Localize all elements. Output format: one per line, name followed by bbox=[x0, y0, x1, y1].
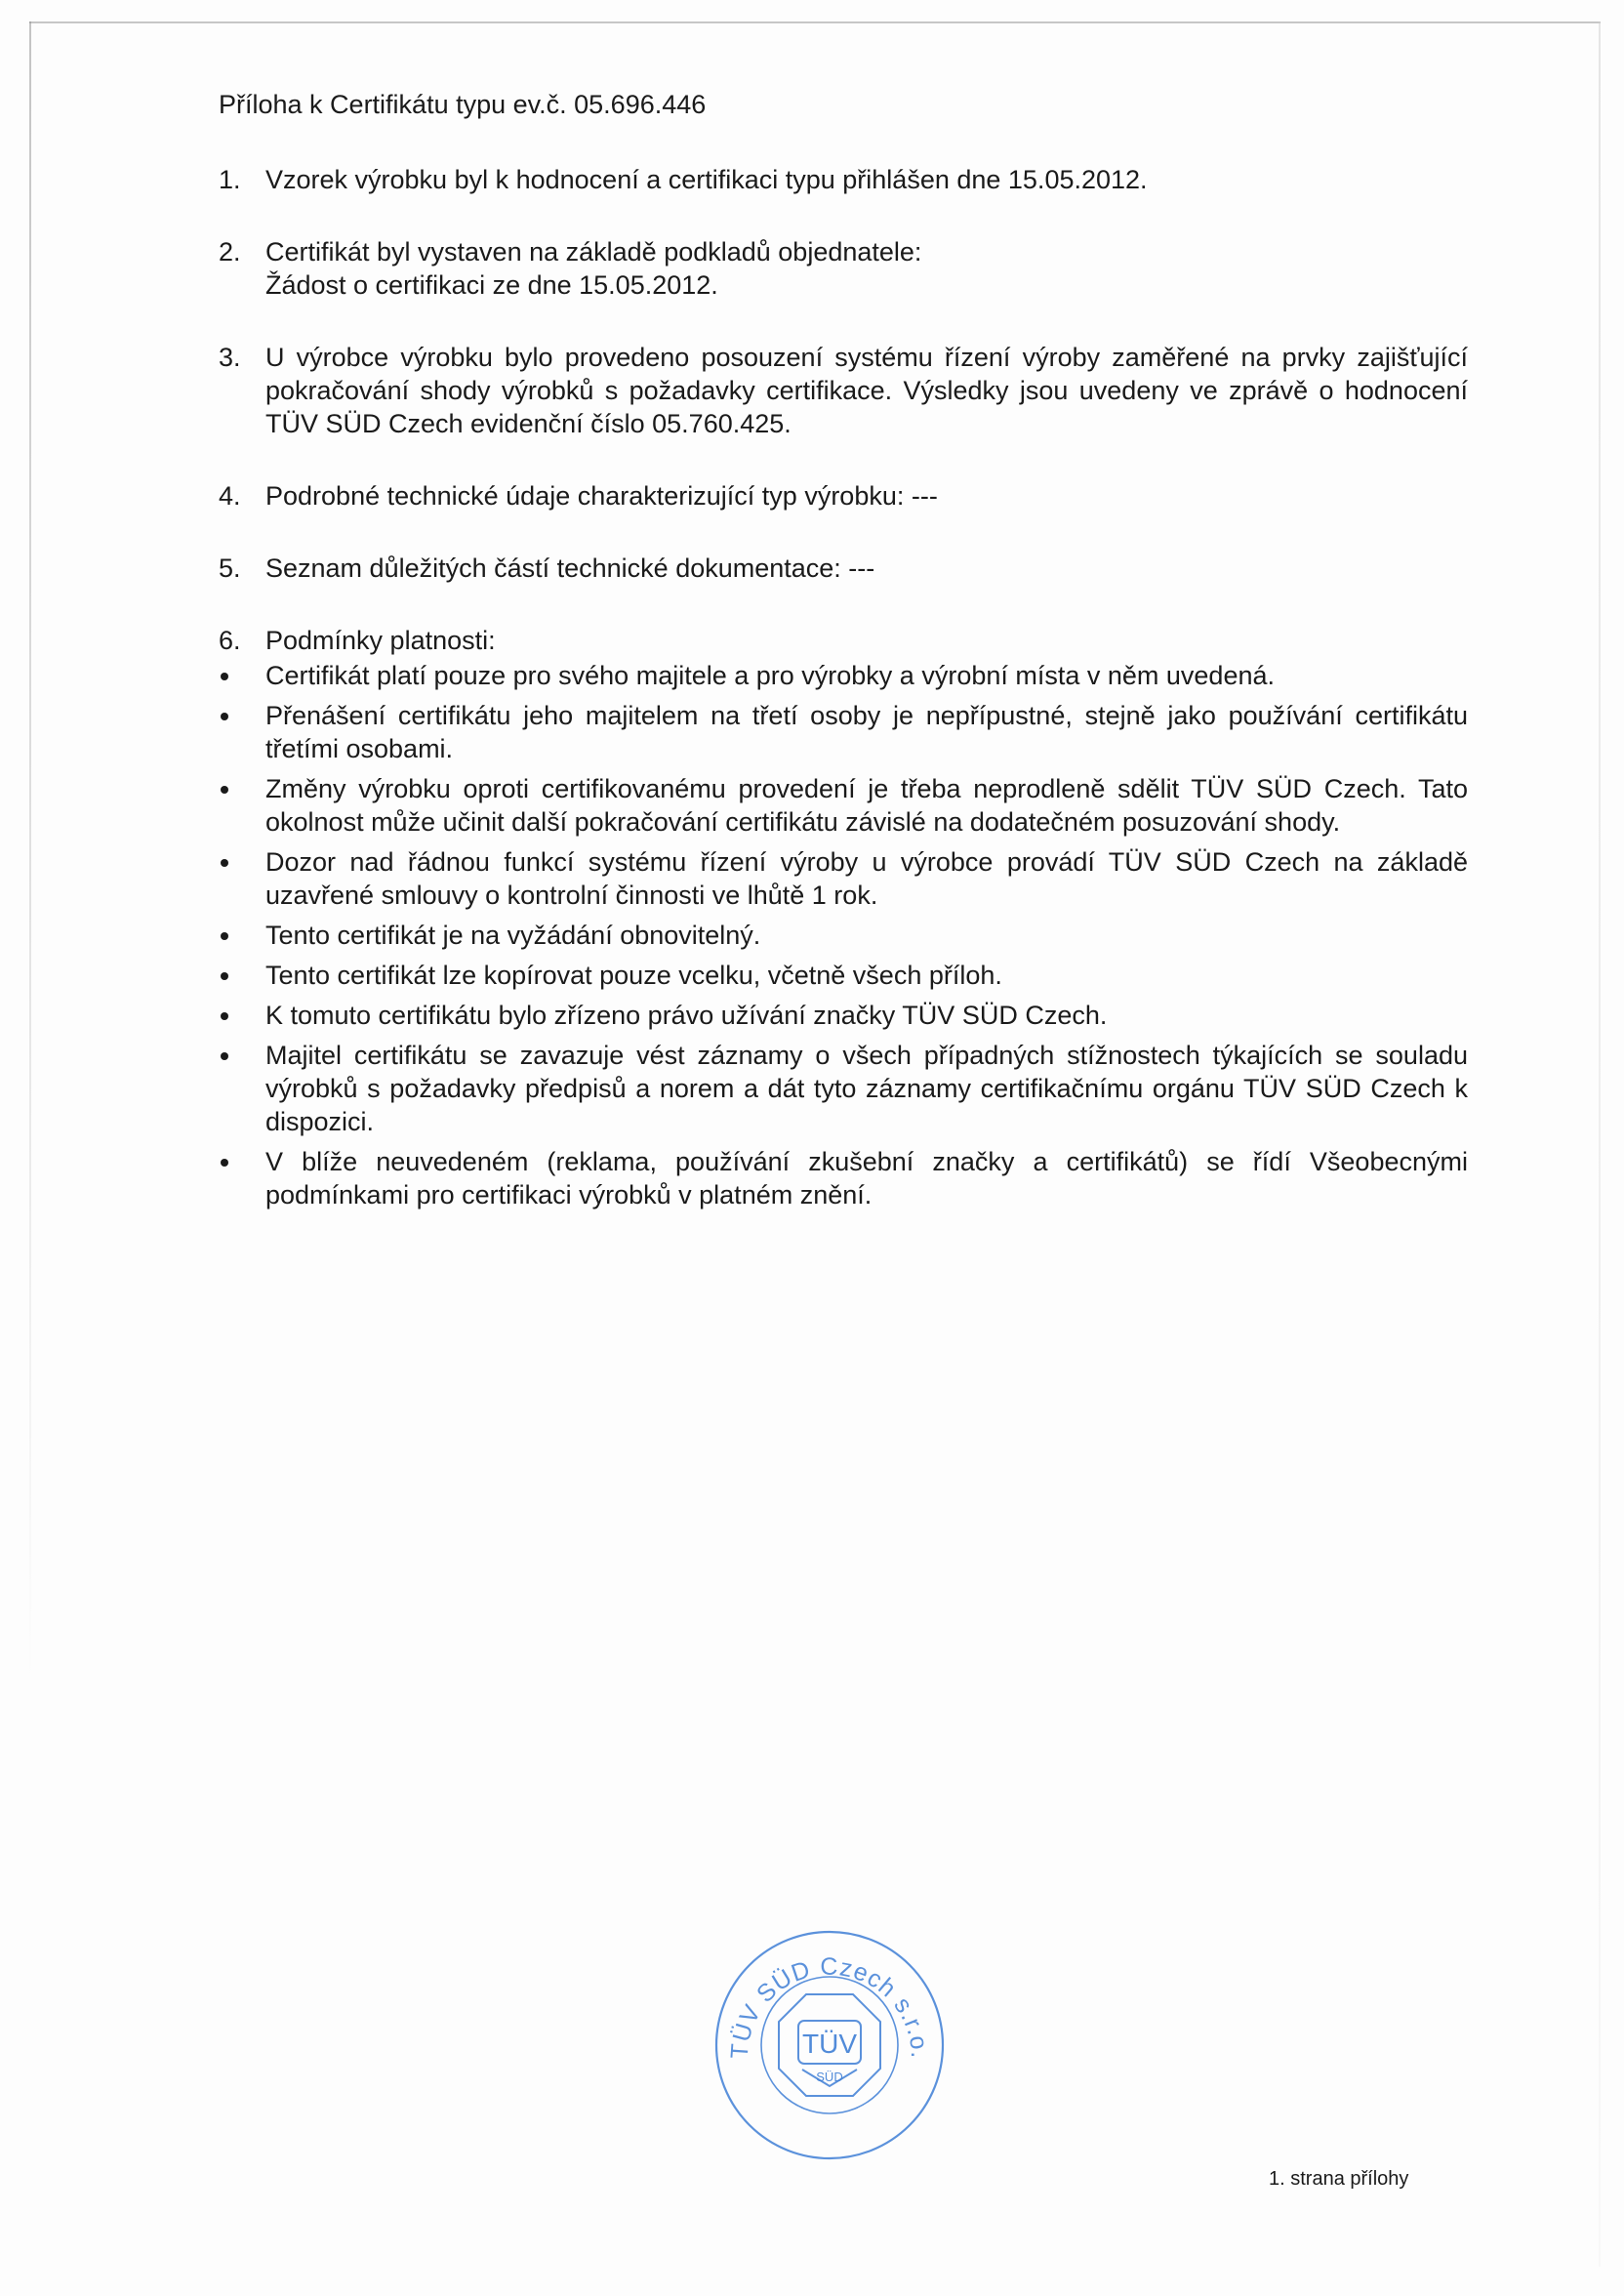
list-item-text: Majitel certifikátu se zavazuje vést záznamy o všech případných stížnostech týkajících se souladu výrobků s požadavky předpisů a norem a dát tyto záznamy certifikačnímu orgánu TÜV SÜD Czech k dispozici. bbox=[265, 1041, 1468, 1136]
bullet-icon bbox=[219, 1145, 265, 1211]
item-text: Podmínky platnosti: bbox=[265, 626, 496, 655]
item-text-line-1: Certifikát byl vystaven na základě podkladů objednatele: bbox=[265, 237, 922, 266]
item-text-line-2: Žádost o certifikaci ze dne 15.05.2012. bbox=[265, 270, 718, 300]
item-text: Podrobné technické údaje charakterizující typ výrobku: --- bbox=[265, 481, 938, 511]
scan-edge-left bbox=[29, 21, 31, 1681]
bullet-icon bbox=[219, 999, 265, 1032]
item-text: U výrobce výrobku bylo provedeno posouzení systému řízení výroby zaměřené na prvky zajišťující pokračování shody výrobků s požadavky certifikace. Výsledky jsou uvedeny ve zprávě o hodnocení TÜV SÜD Czech evidenční číslo 05.760.425. bbox=[265, 343, 1468, 438]
numbered-item-2 bbox=[219, 235, 1468, 302]
stamp-logo-subtext: SÜD bbox=[816, 2070, 843, 2084]
tuv-sud-stamp bbox=[712, 1928, 947, 2162]
list-item bbox=[219, 659, 1468, 692]
numbered-item-3 bbox=[219, 341, 1468, 440]
bullet-icon bbox=[219, 1039, 265, 1138]
numbered-item-5 bbox=[219, 552, 1468, 585]
list-item-text: Změny výrobku oproti certifikovanému provedení je třeba neprodleně sdělit TÜV SÜD Czech. Tato okolnost může učinit další pokračování certifikátu závislé na dodatečném posuzování shody. bbox=[265, 774, 1468, 837]
item-number: 5. bbox=[219, 554, 241, 583]
list-item-text: Tento certifikát lze kopírovat pouze vcelku, včetně všech příloh. bbox=[265, 961, 1002, 990]
list-item bbox=[219, 1039, 1468, 1138]
list-item bbox=[219, 1145, 1468, 1211]
document-body bbox=[219, 88, 1468, 1218]
item-text bbox=[265, 235, 1468, 302]
bullet-icon bbox=[219, 772, 265, 839]
bullet-icon bbox=[219, 699, 265, 765]
stamp-ring-text: TÜV SÜD Czech s.r.o. bbox=[725, 1952, 934, 2060]
list-item bbox=[219, 772, 1468, 839]
stamp-logo-text: TÜV bbox=[802, 2029, 857, 2059]
list-item bbox=[219, 845, 1468, 912]
scan-edge-right bbox=[1599, 21, 1601, 2267]
bullet-icon bbox=[219, 845, 265, 912]
document-header: Příloha k Certifikátu typu ev.č. 05.696.446 bbox=[219, 90, 707, 119]
list-item bbox=[219, 699, 1468, 765]
bullet-icon bbox=[219, 659, 265, 692]
item-number: 1. bbox=[219, 165, 241, 194]
list-item bbox=[219, 999, 1468, 1032]
item-number: 4. bbox=[219, 481, 241, 511]
page-footer: 1. strana přílohy bbox=[1269, 2168, 1409, 2190]
item-text: Vzorek výrobku byl k hodnocení a certifikaci typu přihlášen dne 15.05.2012. bbox=[265, 165, 1148, 194]
list-item-text: Dozor nad řádnou funkcí systému řízení výroby u výrobce provádí TÜV SÜD Czech na základě uzavřené smlouvy o kontrolní činnosti ve lhůtě 1 rok. bbox=[265, 847, 1468, 910]
list-item-text: K tomuto certifikátu bylo zřízeno právo užívání značky TÜV SÜD Czech. bbox=[265, 1001, 1108, 1030]
item-number: 6. bbox=[219, 626, 241, 655]
numbered-item-4 bbox=[219, 479, 1468, 512]
list-item-text: Certifikát platí pouze pro svého majitele a pro výrobky a výrobní místa v něm uvedená. bbox=[265, 661, 1276, 690]
bullet-icon bbox=[219, 919, 265, 952]
validity-conditions-list bbox=[219, 659, 1468, 1211]
list-item-text: Tento certifikát je na vyžádání obnovitelný. bbox=[265, 921, 761, 950]
list-item bbox=[219, 919, 1468, 952]
list-item-text: V blíže neuvedeném (reklama, používání zkušební značky a certifikátů) se řídí Všeobecnými podmínkami pro certifikaci výrobků v platném znění. bbox=[265, 1147, 1468, 1210]
item-text: Seznam důležitých částí technické dokumentace: --- bbox=[265, 554, 875, 583]
bullet-icon bbox=[219, 959, 265, 992]
item-number: 2. bbox=[219, 237, 241, 266]
numbered-item-1 bbox=[219, 163, 1468, 196]
list-item bbox=[219, 959, 1468, 992]
item-number: 3. bbox=[219, 343, 241, 372]
list-item-text: Přenášení certifikátu jeho majitelem na třetí osoby je nepřípustné, stejně jako používání certifikátu třetími osobami. bbox=[265, 701, 1468, 763]
scan-edge-top bbox=[29, 21, 1601, 23]
numbered-item-6 bbox=[219, 624, 1468, 657]
